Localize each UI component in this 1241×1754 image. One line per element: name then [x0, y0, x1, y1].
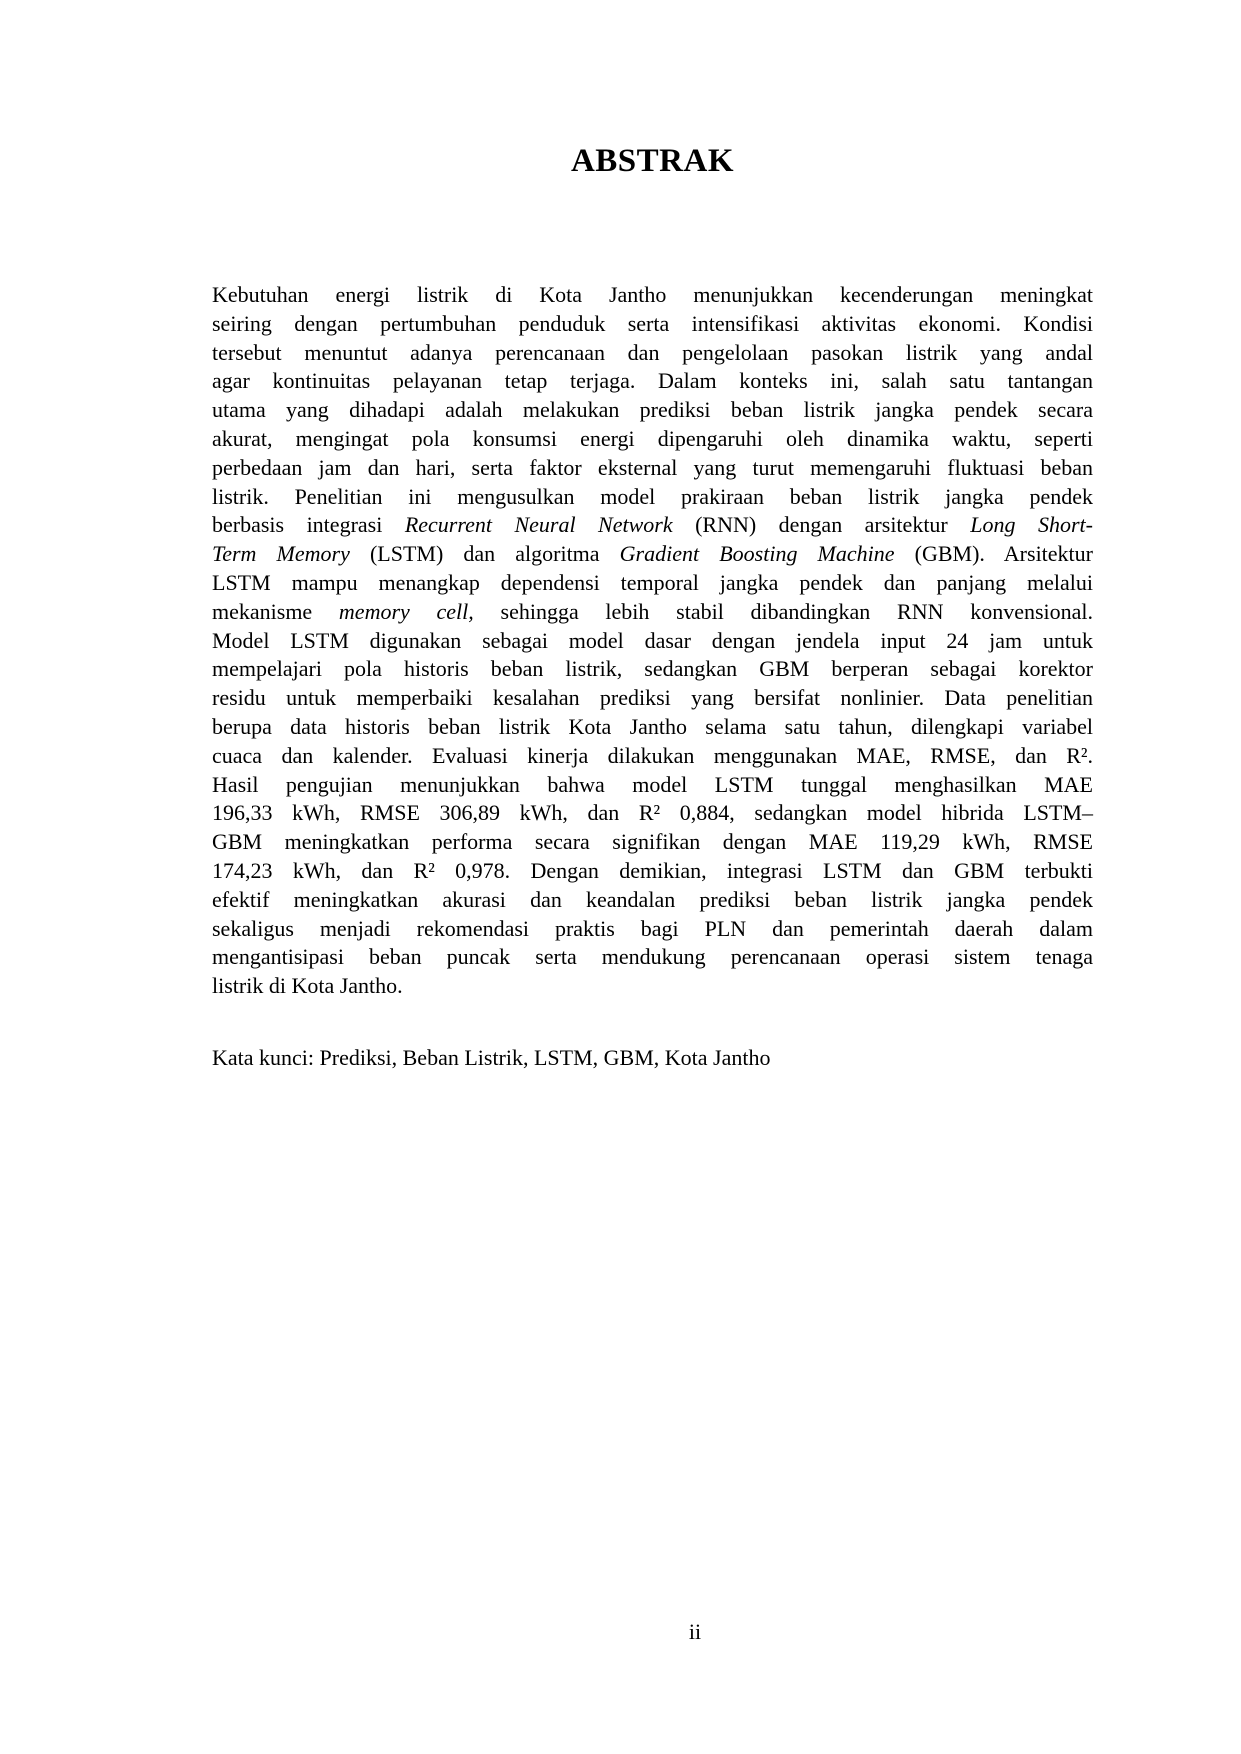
abstract-line	[212, 511, 1093, 540]
abstract-line	[212, 828, 1093, 857]
abstract-text-italic: memory cell,	[338, 598, 474, 624]
page-number: ii	[688, 1619, 702, 1644]
abstract-line	[212, 684, 1093, 713]
abstract-line	[212, 915, 1093, 944]
abstract-text: mekanisme	[212, 598, 339, 624]
abstract-text: (LSTM) dan algoritma	[349, 541, 620, 567]
abstract-line	[212, 886, 1093, 915]
abstract-text-italic: Recurrent Neural Network	[404, 512, 673, 538]
abstract-line	[212, 742, 1093, 771]
abstract-line	[212, 425, 1093, 454]
abstract-text: utama yang dihadapi adalah melakukan prediksi beban listrik jangka pendek secara	[212, 397, 1093, 423]
abstract-line	[212, 799, 1093, 828]
abstract-line	[212, 713, 1093, 742]
abstract-text: GBM meningkatkan performa secara signifikan dengan MAE 119,29 kWh, RMSE	[212, 829, 1093, 855]
abstract-paragraph	[212, 281, 1093, 1001]
abstract-line	[212, 483, 1093, 512]
abstract-line	[212, 339, 1093, 368]
abstract-text: efektif meningkatkan akurasi dan keandalan prediksi beban listrik jangka pendek	[212, 886, 1093, 912]
abstract-line	[212, 569, 1093, 598]
abstract-text: 196,33 kWh, RMSE 306,89 kWh, dan R² 0,884, sedangkan model hibrida LSTM–	[212, 800, 1093, 826]
abstract-line	[212, 771, 1093, 800]
abstract-text: mempelajari pola historis beban listrik, sedangkan GBM berperan sebagai korektor	[212, 656, 1093, 682]
abstract-text: Model LSTM digunakan sebagai model dasar dengan jendela input 24 jam untuk	[212, 627, 1093, 653]
abstract-text: tersebut menuntut adanya perencanaan dan pengelolaan pasokan listrik yang andal	[212, 339, 1093, 365]
abstract-text: mengantisipasi beban puncak serta mendukung perencanaan operasi sistem tenaga	[212, 944, 1093, 970]
abstract-text: listrik. Penelitian ini mengusulkan model prakiraan beban listrik jangka pendek	[212, 483, 1093, 509]
abstract-line	[212, 396, 1093, 425]
keywords-line: Kata kunci: Prediksi, Beban Listrik, LSTM, GBM, Kota Jantho	[212, 1045, 771, 1070]
abstract-text: (RNN) dengan arsitektur	[672, 512, 971, 538]
abstract-line	[212, 857, 1093, 886]
abstract-line	[212, 454, 1093, 483]
page-title: ABSTRAK	[570, 143, 735, 179]
abstract-text: agar kontinuitas pelayanan tetap terjaga. Dalam konteks ini, salah satu tantangan	[212, 368, 1093, 394]
abstract-text: berupa data historis beban listrik Kota Jantho selama satu tahun, dilengkapi variabel	[212, 713, 1093, 739]
abstract-line	[212, 655, 1093, 684]
abstract-line	[212, 972, 1093, 1001]
abstract-text-italic: Long Short-	[970, 512, 1093, 538]
abstract-line	[212, 367, 1093, 396]
abstract-text: LSTM mampu menangkap dependensi temporal jangka pendek dan panjang melalui	[212, 569, 1093, 595]
abstract-text: cuaca dan kalender. Evaluasi kinerja dilakukan menggunakan MAE, RMSE, dan R².	[212, 742, 1093, 768]
abstract-line	[212, 598, 1093, 627]
abstract-text: Kebutuhan energi listrik di Kota Jantho menunjukkan kecenderungan meningkat	[212, 282, 1093, 307]
abstract-text: (GBM). Arsitektur	[894, 541, 1093, 567]
abstract-text: seiring dengan pertumbuhan penduduk serta intensifikasi aktivitas ekonomi. Kondisi	[212, 310, 1093, 336]
abstract-text: Hasil pengujian menunjukkan bahwa model LSTM tunggal menghasilkan MAE	[212, 771, 1093, 797]
abstract-line	[212, 281, 1093, 310]
abstract-line	[212, 540, 1093, 569]
abstract-text-italic: Gradient Boosting Machine	[619, 541, 895, 567]
abstract-line	[212, 310, 1093, 339]
abstract-text: residu untuk memperbaiki kesalahan prediksi yang bersifat nonlinier. Data penelitian	[212, 685, 1093, 711]
abstract-text: listrik di Kota Jantho.	[212, 973, 403, 999]
abstract-text: perbedaan jam dan hari, serta faktor eksternal yang turut memengaruhi fluktuasi beban	[212, 454, 1093, 480]
abstract-text: berbasis integrasi	[212, 512, 405, 538]
abstract-line	[212, 943, 1093, 972]
abstract-line	[212, 627, 1093, 656]
abstract-text-italic: Term Memory	[212, 541, 350, 567]
abstract-text: akurat, mengingat pola konsumsi energi dipengaruhi oleh dinamika waktu, seperti	[212, 425, 1093, 451]
abstract-text: sekaligus menjadi rekomendasi praktis bagi PLN dan pemerintah daerah dalam	[212, 915, 1093, 941]
abstract-text: sehingga lebih stabil dibandingkan RNN konvensional.	[473, 598, 1094, 624]
abstract-text: 174,23 kWh, dan R² 0,978. Dengan demikian, integrasi LSTM dan GBM terbukti	[212, 857, 1093, 883]
